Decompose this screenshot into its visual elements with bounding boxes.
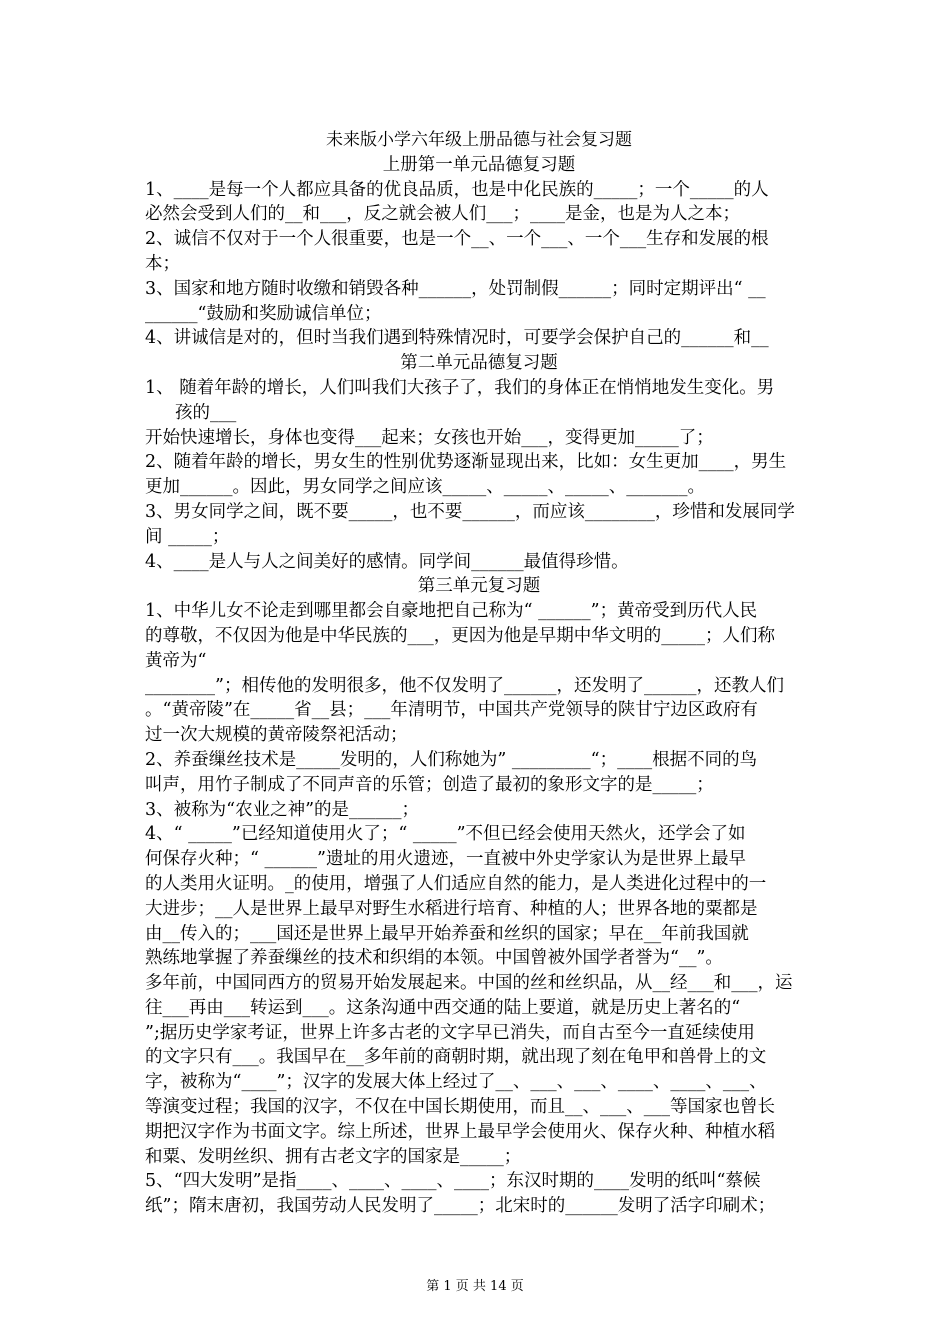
text-line: 3、男女同学之间，既不要_____，也不要______，而应该________，珍惜和发展同学 bbox=[145, 501, 795, 522]
text-line: 的尊敬，不仅因为他是中华民族的___，更因为他是早期中华文明的_____；人们称 bbox=[145, 625, 775, 646]
text-line: 纸”；隋末唐初，我国劳动人民发明了_____；北宋时的______发明了活字印刷术； bbox=[145, 1196, 776, 1217]
text-line: 期把汉字作为书面文字。综上所述，世界上最早学会使用火、保存火种、种植水稻 bbox=[145, 1121, 775, 1142]
text-line: 1、中华儿女不论走到哪里都会自豪地把自己称为“ ______”；黄帝受到历代人民 bbox=[145, 601, 758, 622]
document-title: 未来版小学六年级上册品德与社会复习题 bbox=[326, 130, 632, 150]
text-line: 2、诚信不仅对于一个人很重要，也是一个__、一个___、一个___生存和发展的根 bbox=[145, 229, 769, 250]
text-line: 3、被称为“农业之神”的是______； bbox=[145, 799, 420, 820]
text-line: 2、养蚕缫丝技术是_____发明的，人们称她为” _________“；____根据不同的鸟 bbox=[145, 749, 758, 770]
text-line: 的文字只有___。我国早在__多年前的商朝时期，就出现了刻在龟甲和兽骨上的文 bbox=[145, 1047, 767, 1068]
section-heading-unit2: 第二单元品德复习题 bbox=[400, 353, 558, 374]
page-number-footer: 第 1 页 共 14 页 bbox=[426, 1279, 524, 1294]
section-heading-unit3: 第三单元复习题 bbox=[417, 576, 541, 597]
text-line: 和粟、发明丝织、拥有古老文字的国家是_____； bbox=[145, 1146, 522, 1167]
text-line: 5、“四大发明”是指____、____、____、____；东汉时期的____发明的纸叫“蔡候 bbox=[145, 1171, 761, 1192]
text-line: 大进步；__人是世界上最早对野生水稻进行培育、种植的人；世界各地的粟都是 bbox=[145, 898, 758, 919]
text-line: 多年前，中国同西方的贸易开始发展起来。中国的丝和丝织品，从__经___和___，运 bbox=[145, 973, 793, 994]
text-line: 1、 随着年龄的增长，人们叫我们大孩子了，我们的身体正在悄悄地发生变化。男 bbox=[145, 377, 775, 398]
text-line: 字，被称为“____”；汉字的发展大体上经过了__、___、___、____、____、___、 bbox=[145, 1072, 767, 1093]
text-line: 由__传入的；___国还是世界上最早开始养蚕和丝织的国家；早在__年前我国就 bbox=[145, 923, 749, 944]
text-line: ________”；相传他的发明很多，他不仅发明了______，还发明了______，还教人们 bbox=[145, 675, 784, 696]
text-line: 本； bbox=[145, 253, 180, 274]
text-line: 。“黄帝陵”在_____省__县；___年清明节，中国共产党领导的陕甘宁边区政府有 bbox=[145, 700, 758, 721]
text-line: ______“鼓励和奖励诚信单位； bbox=[145, 303, 382, 324]
text-line: 更加______。因此，男女同学之间应该_____、_____、_____、_______。 bbox=[145, 477, 705, 498]
text-line: 4、讲诚信是对的，但时当我们遇到特殊情况时，可要学会保护自己的______和__ bbox=[145, 328, 769, 349]
text-line: 4、“ _____”已经知道使用火了；“ _____”不但已经会使用天然火，还学会了如 bbox=[145, 824, 746, 845]
text-line: 的人类用火证明。_的使用，增强了人们适应自然的能力，是人类进化过程中的一 bbox=[145, 873, 767, 894]
section-heading-unit1: 上册第一单元品德复习题 bbox=[382, 154, 576, 175]
text-line: 何保存火种；“ ______”遗址的用火遗迹，一直被中外史学家认为是世界上最早 bbox=[145, 849, 746, 870]
text-line: 3、国家和地方随时收缴和销毁各种______，处罚制假______；同时定期评出“ __ bbox=[145, 278, 766, 299]
text-line: 1、____是每一个人都应具备的优良品质，也是中化民族的_____；一个_____的人 bbox=[145, 179, 769, 200]
text-line: ”;据历史学家考证，世界上许多古老的文字早已消失，而自古至今一直延续使用 bbox=[145, 1022, 755, 1043]
text-line: 4、____是人与人之间美好的感情。同学间______最值得珍惜。 bbox=[145, 551, 629, 572]
text-line: 开始快速增长，身体也变得___起来；女孩也开始___，变得更加_____了； bbox=[145, 427, 714, 448]
text-line: 熟练地掌握了养蚕缫丝的技术和织绢的本领。中国曾被外国学者誉为“__”。 bbox=[145, 948, 723, 969]
document-page bbox=[145, 128, 813, 1219]
text-line: 往___再由___转运到___。这条沟通中西交通的陆上要道，就是历史上著名的“ bbox=[145, 997, 741, 1018]
text-line: 间 _____； bbox=[145, 526, 230, 547]
text-line: 孩的___ bbox=[175, 402, 237, 423]
text-line: 等演变过程；我国的汉字，不仅在中国长期使用，而且__、___、___等国家也曾长 bbox=[145, 1097, 775, 1118]
text-line: 2、随着年龄的增长，男女生的性别优势逐渐显现出来，比如：女生更加____，男生 bbox=[145, 452, 787, 473]
text-line: 叫声，用竹子制成了不同声音的乐管；创造了最初的象形文字的是_____； bbox=[145, 774, 714, 795]
text-line: 必然会受到人们的__和___，反之就会被人们___；____是金，也是为人之本； bbox=[145, 204, 740, 225]
text-line: 过一次大规模的黄帝陵祭祀活动； bbox=[145, 725, 408, 746]
text-line: 黄帝为“ bbox=[145, 650, 207, 671]
